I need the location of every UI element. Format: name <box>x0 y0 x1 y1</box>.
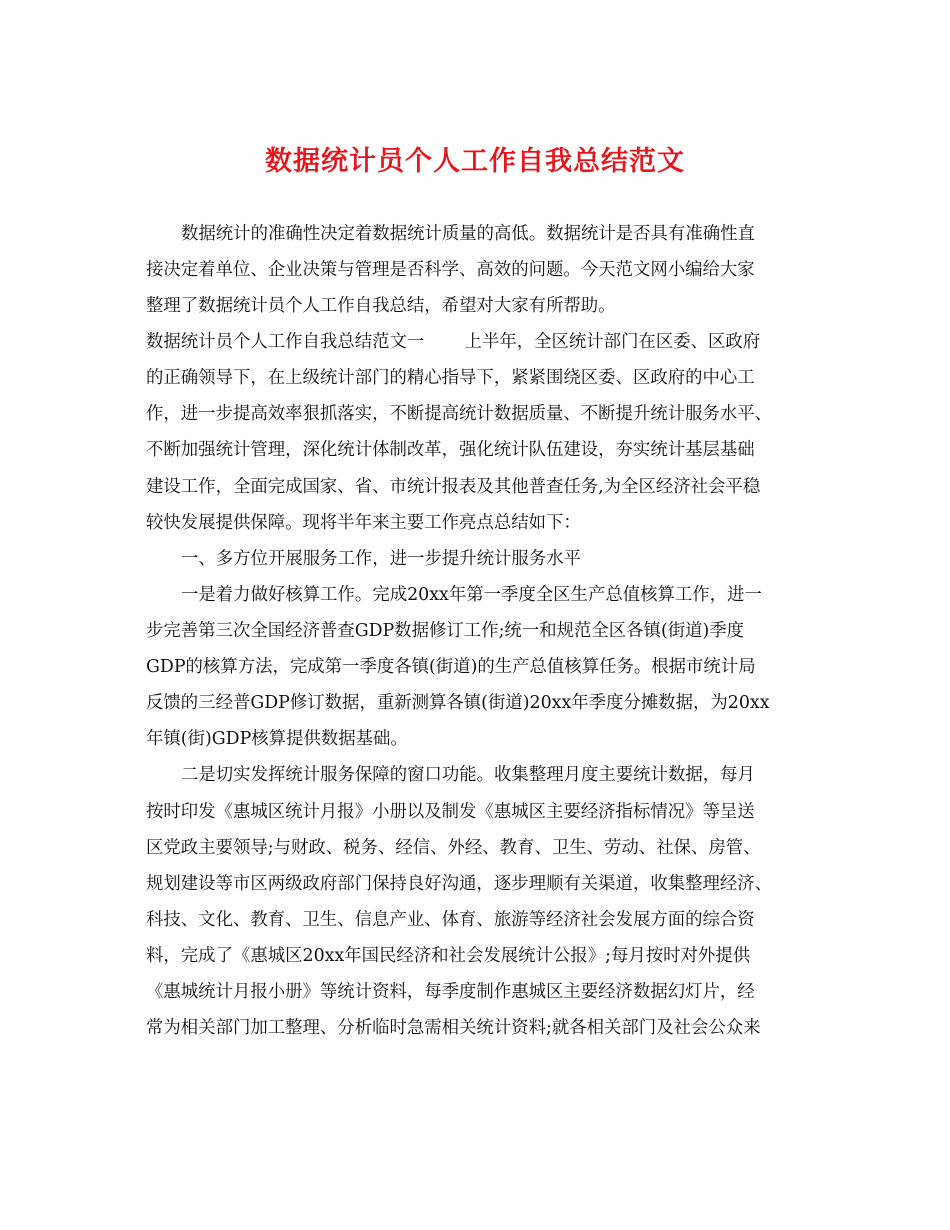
section-heading-1: 一、多方位开展服务工作，进一步提升统计服务水平 <box>181 549 581 569</box>
text-line-5: 的正确领导下，在上级统计部门的精心指导下，紧紧围绕区委、区政府的中心工 <box>146 368 755 388</box>
text-line-23: 常为相关部门加工整理、分析临时急需相关统计资料;就各相关部门及社会公众来 <box>146 1018 761 1038</box>
text-line-6: 作，进一步提高效率狠抓落实，不断提高统计数据质量、不断提升统计服务水平、 <box>146 404 773 424</box>
text-line-7: 不断加强统计管理，深化统计体制改革，强化统计队伍建设，夯实统计基层基础 <box>146 440 755 460</box>
text-line-4: 数据统计员个人工作自我总结范文一 上半年，全区统计部门在区委、区政府 <box>146 332 761 352</box>
document-title: 数据统计员个人工作自我总结范文 <box>265 146 685 177</box>
text-line-22: 《惠城统计月报小册》等统计资料，每季度制作惠城区主要经济数据幻灯片，经 <box>146 982 755 1002</box>
text-line-17: 按时印发《惠城区统计月报》小册以及制发《惠城区主要经济指标情况》等呈送 <box>146 802 755 822</box>
text-line-21: 料，完成了《惠城区20xx年国民经济和社会发展统计公报》;每月按时对外提供 <box>146 946 751 966</box>
text-line-2: 接决定着单位、企业决策与管理是否科学、高效的问题。今天范文网小编给大家 <box>146 260 755 280</box>
text-line-11: 一是着力做好核算工作。完成20xx年第一季度全区生产总值核算工作，进一 <box>181 585 762 605</box>
text-line-3: 整理了数据统计员个人工作自我总结，希望对大家有所帮助。 <box>146 296 616 316</box>
text-line-12: 步完善第三次全国经济普查GDP数据修订工作;统一和规范全区各镇(街道)季度 <box>146 621 745 641</box>
text-line-16: 二是切实发挥统计服务保障的窗口功能。收集整理月度主要统计数据，每月 <box>181 765 755 785</box>
text-line-9: 较快发展提供保障。现将半年来主要工作亮点总结如下： <box>146 513 581 533</box>
text-line-15: 年镇(街)GDP核算提供数据基础。 <box>146 729 408 749</box>
text-line-20: 科技、文化、教育、卫生、信息产业、体育、旅游等经济社会发展方面的综合资 <box>146 910 755 930</box>
text-line-1: 数据统计的准确性决定着数据统计质量的高低。数据统计是否具有准确性直 <box>181 224 755 244</box>
text-line-19: 规划建设等市区两级政府部门保持良好沟通，逐步理顺有关渠道，收集整理经济、 <box>146 874 773 894</box>
text-line-14: 反馈的三经普GDP修订数据，重新测算各镇(街道)20xx年季度分摊数据，为20xx <box>146 693 770 713</box>
text-line-8: 建设工作，全面完成国家、省、市统计报表及其他普查任务,为全区经济社会平稳 <box>146 477 761 497</box>
text-line-13: GDP的核算方法，完成第一季度各镇(街道)的生产总值核算任务。根据市统计局 <box>146 657 756 677</box>
text-line-18: 区党政主要领导;与财政、税务、经信、外经、教育、卫生、劳动、社保、房管、 <box>146 838 761 858</box>
